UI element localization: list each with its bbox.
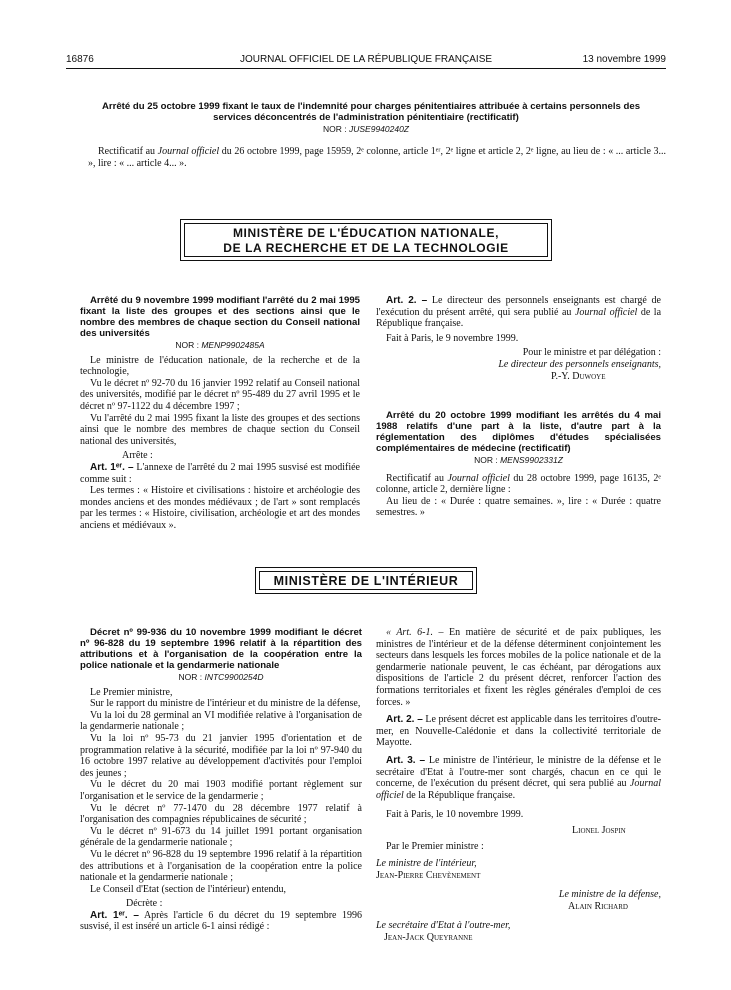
ministry-interior-box bbox=[255, 567, 477, 594]
arrete-2 bbox=[80, 295, 360, 532]
running-header bbox=[66, 54, 666, 68]
ministry-interior-line1: MINISTÈRE DE L'INTÉRIEUR bbox=[273, 574, 459, 588]
decret-title: Décret nº 99-936 du 10 novembre 1999 modifiant le décret nº 96-828 du 19 septembre 1996 relatif à la répartition des attributions et à l'organisation de la coopération entre la police nationale et la gendarmerie nationale bbox=[80, 627, 362, 671]
decret bbox=[80, 627, 362, 933]
decret-p4: Vu la loi nº 95-73 du 21 janvier 1995 d'orientation et de programmation relative à la sécurité, modifiée par la loi nº 97-940 du 16 octobre 1997 relative au développement d'activités pour l'emploi des jeunes ; bbox=[80, 732, 362, 779]
page-number: 16876 bbox=[66, 54, 94, 65]
decret-sec-om-name: Jean-Jack Queyranne bbox=[384, 932, 473, 944]
arrete-1-title: Arrêté du 25 octobre 1999 fixant le taux de l'indemnité pour charges pénitentiaires attribuée à certains personnels des services déconcentrés de l'administration pénitentiaire (rectificatif) bbox=[101, 101, 641, 123]
decret-p3: Vu la loi du 28 germinal an VI modifiée relative à l'organisation de la gendarmerie nationale ; bbox=[80, 709, 362, 733]
arrete-2-p1: Le ministre de l'éducation nationale, de la recherche et de la technologie, bbox=[80, 354, 360, 378]
decret-sec-om-title: Le secrétaire d'Etat à l'outre-mer, bbox=[376, 920, 511, 932]
arrete-2-sig1: Pour le ministre et par délégation : bbox=[522, 347, 661, 359]
arrete-2-sig2: Le directeur des personnels enseignants, bbox=[498, 358, 661, 370]
decret-art1: Art. 1ᵉʳ. – Après l'article 6 du décret du 19 septembre 1996 susvisé, il est inséré un article 6-1 ainsi rédigé : bbox=[80, 909, 362, 933]
arrete-2-sig3: P.-Y. Duwoye bbox=[551, 370, 606, 382]
decret-p9: Le Conseil d'Etat (section de l'intérieur) entendu, bbox=[90, 883, 287, 895]
decret-min-int-name: Jean-Pierre Chevènement bbox=[376, 869, 481, 881]
ministry-education-line2: DE LA RECHERCHE ET DE LA TECHNOLOGIE bbox=[223, 241, 509, 255]
arrete-3-nor: NOR : MENS9902331Z bbox=[474, 455, 563, 465]
issue-date: 13 novembre 1999 bbox=[582, 54, 666, 65]
decret-p1: Le Premier ministre, bbox=[90, 686, 173, 698]
arrete-2-continued bbox=[376, 295, 661, 382]
arrete-2-art2: Art. 2. – Le directeur des personnels enseignants est chargé de l'exécution du présent arrêté, qui sera publié au Journal officiel de la République française. bbox=[376, 295, 662, 330]
arrete-2-arrete: Arrête : bbox=[122, 450, 153, 462]
arrete-1-nor: NOR : JUSE9940240Z bbox=[322, 124, 409, 134]
decret-p7: Vu le décret nº 91-673 du 14 juillet 1991 portant organisation générale de la gendarmerie nationale ; bbox=[80, 825, 362, 849]
decret-art2: Art. 2. – Le présent décret est applicable dans les territoires d'outre-mer, en Nouvelle-Calédonie et dans la collectivité territoriale de Mayotte. bbox=[376, 714, 661, 749]
arrete-2-title: Arrêté du 9 novembre 1999 modifiant l'arrêté du 2 mai 1995 fixant la liste des groupes et des sections ainsi que le nombre des membres de chaque section du Conseil national des universités bbox=[80, 295, 360, 339]
decret-sig-pm: Lionel Jospin bbox=[572, 824, 626, 836]
arrete-2-p3: Vu l'arrêté du 2 mai 1995 fixant la liste des groupes et des sections ainsi que le nombre des membres de chaque section du Conseil national des universités, bbox=[80, 412, 360, 447]
arrete-2-fait: Fait à Paris, le 9 novembre 1999. bbox=[386, 332, 519, 344]
decret-p8: Vu le décret nº 96-828 du 19 septembre 1996 relatif à la répartition des attributions et à l'organisation de la coopération entre la police nationale et la gendarmerie nationale ; bbox=[80, 848, 362, 884]
arrete-3-rectificatif: Rectificatif au Journal officiel du 28 octobre 1999, page 16135, 2ᵉ colonne, article 2, dernière ligne : bbox=[376, 472, 661, 496]
arrete-1 bbox=[80, 101, 652, 139]
decret-fait: Fait à Paris, le 10 novembre 1999. bbox=[386, 809, 524, 821]
arrete-3-p2: Au lieu de : « Durée : quatre semaines. », lire : « Durée : quatre semestres. » bbox=[376, 495, 661, 519]
decret-min-def-title: Le ministre de la défense, bbox=[558, 889, 661, 901]
decret-continued bbox=[376, 627, 661, 944]
arrete-2-p2: Vu le décret nº 92-70 du 16 janvier 1992 relatif au Conseil national des universités, modifié par le décret nº 95-489 du 27 avril 1995 et le décret nº 97-1122 du 4 décembre 1997 ; bbox=[80, 377, 360, 412]
arrete-1-rectificatif: Rectificatif au Journal officiel du 26 octobre 1999, page 15959, 2ᵉ colonne, article 1ᵉʳ, 2ᵉ ligne et article 2, 2ᵉ ligne, au lieu de : « ... article 3... », lire : « ... article 4... ». bbox=[88, 146, 666, 169]
arrete-2-p4: Les termes : « Histoire et civilisations : histoire et archéologie des mondes anciens et des mondes médiévaux ; de l'art » sont remplacés par les termes : « Histoire, civilisation, archéologie et art des mondes anciens et médiévaux ». bbox=[80, 485, 360, 531]
decret-p6: Vu le décret nº 77-1470 du 28 décembre 1977 relatif à l'organisation des compagnies républicaines de sécurité ; bbox=[80, 802, 362, 826]
header-rule bbox=[66, 68, 666, 69]
arrete-2-art1: Art. 1ᵉʳ. – L'annexe de l'arrêté du 2 mai 1995 susvisé est modifiée comme suit : bbox=[80, 461, 360, 485]
arrete-3-title: Arrêté du 20 octobre 1999 modifiant les arrêtés du 4 mai 1988 relatifs d'une part à la liste, d'autre part à la réglementation des diplômes d'études spécialisées complémentaires de médecine (rectificatif) bbox=[376, 410, 661, 454]
decret-p5: Vu le décret du 20 mai 1903 modifié portant règlement sur l'organisation et le service de la gendarmerie ; bbox=[80, 779, 362, 802]
ministry-education-line1: MINISTÈRE DE L'ÉDUCATION NATIONALE, bbox=[232, 226, 500, 240]
decret-art61: « Art. 6-1. – En matière de sécurité et de paix publiques, les ministres de l'intérieur et de la défense déterminent conjointement les secteurs dans lesquels les forces mobiles de la police nationale et de la gendarmerie nationale peuvent, le cas échéant, par dérogations aux dispositions de l'article 2 du présent décret, renforcer l'action des formations territoriales et fixent les règles générales d'emploi de ces forces. » bbox=[376, 627, 661, 708]
decret-par-pm: Par le Premier ministre : bbox=[386, 840, 484, 852]
arrete-2-nor: NOR : MENP9902485A bbox=[175, 340, 265, 350]
ministry-education-box bbox=[180, 219, 552, 261]
decret-decrete: Décrète : bbox=[126, 898, 163, 910]
journal-title: JOURNAL OFFICIEL DE LA RÉPUBLIQUE FRANÇAISE bbox=[239, 54, 493, 65]
decret-nor: NOR : INTC9900254D bbox=[178, 672, 264, 682]
decret-art3: Art. 3. – Le ministre de l'intérieur, le ministre de la défense et le secrétaire d'Etat à l'outre-mer sont chargés, chacun en ce qui le concerne, de l'exécution du présent décret, qui sera publié au Journal officiel de la République française. bbox=[376, 754, 662, 801]
decret-min-int-title: Le ministre de l'intérieur, bbox=[376, 858, 477, 870]
decret-p2: Sur le rapport du ministre de l'intérieur et du ministre de la défense, bbox=[90, 698, 361, 710]
decret-min-def-name: Alain Richard bbox=[568, 900, 628, 912]
arrete-3 bbox=[376, 410, 661, 519]
